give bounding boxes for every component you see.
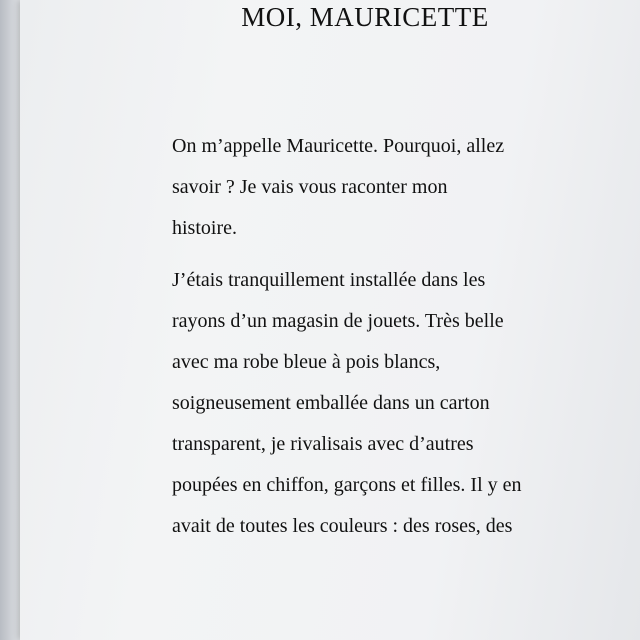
text-line: rayons d’un magasin de jouets. Très belle (172, 310, 504, 332)
text-line: histoire. (172, 217, 237, 239)
text-line: On m’appelle Mauricette. Pourquoi, allez (172, 135, 505, 157)
chapter-title: MOI, MAURICETTE (241, 2, 489, 32)
text-line: J’étais tranquillement installée dans les (172, 269, 486, 291)
paragraph-2 (172, 260, 602, 547)
text-line: avec ma robe bleue à pois blancs, (172, 351, 441, 373)
book-page (20, 0, 640, 640)
paragraph-1 (172, 126, 602, 249)
text-line: soigneusement emballée dans un carton (172, 392, 490, 414)
page-body (172, 126, 602, 547)
text-line: transparent, je rivalisais avec d’autres (172, 433, 474, 455)
text-line: avait de toutes les couleurs : des roses, des (172, 515, 513, 537)
text-line: savoir ? Je vais vous raconter mon (172, 176, 448, 198)
text-line: poupées en chiffon, garçons et filles. Il y en (172, 474, 522, 496)
